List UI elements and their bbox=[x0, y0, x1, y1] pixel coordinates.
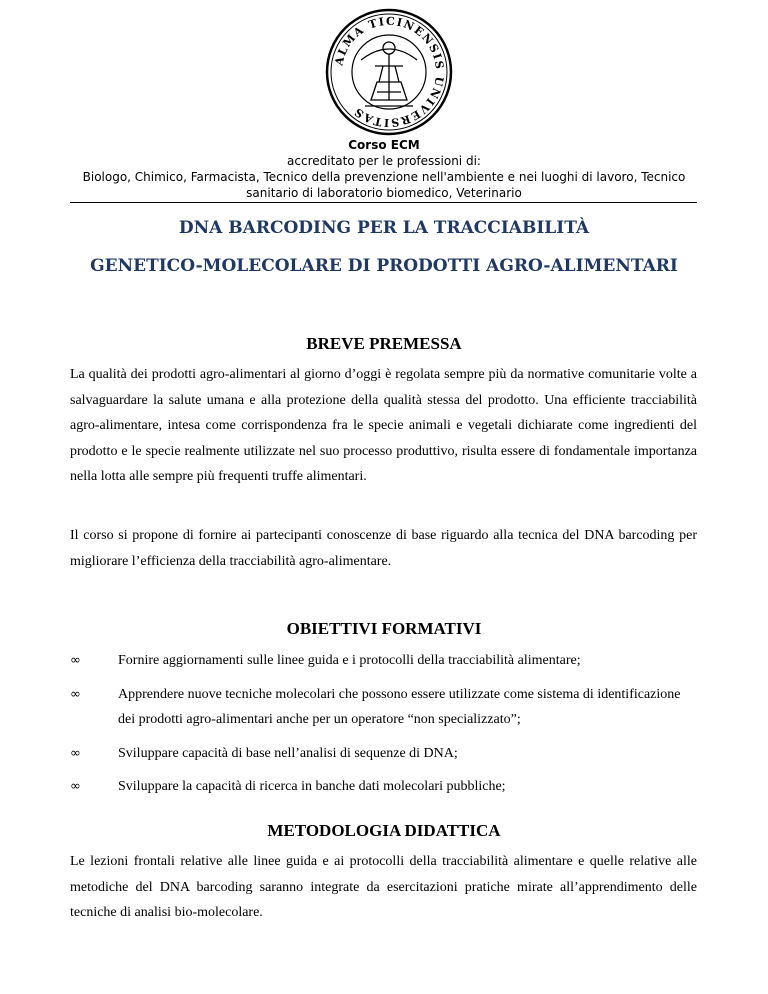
metodologia-paragraph: Le lezioni frontali relative alle linee guida e ai protocolli della tracciabilità alimentare e quelle relative alle metodiche del DNA barcoding saranno integrate da esercitazioni pratiche mirate all’apprendimento delle tecniche di analisi bio-molecolare. bbox=[70, 854, 697, 921]
list-item-text: Sviluppare capacità di base nell’analisi di sequenze di DNA; bbox=[118, 745, 458, 761]
list-item bbox=[70, 648, 697, 674]
premessa-paragraph-1: La qualità dei prodotti agro-alimentari al giorno d’oggi è regolata sempre più da normative comunitarie volte a salvaguardare la salute umana e alla protezione della qualità stessa del prodotto. Una efficiente tracciabilità agro-alimentare, intesa come corrispondenza fra le specie animali e vegetali dichiarate come ingredienti del prodotto e le specie realmente utilizzate nel suo processo produttivo, risulta essere di fondamentale importanza nella lotta alle sempre più frequenti truffe alimentari. bbox=[70, 367, 697, 485]
infinity-bullet-icon: ∞ bbox=[70, 779, 81, 795]
header-divider bbox=[70, 202, 697, 203]
list-item bbox=[70, 741, 697, 767]
list-item-text: Apprendere nuove tecniche molecolari che possono essere utilizzate come sistema di identificazione dei prodotti agro-alimentari anche per un operatore “non specializzato”; bbox=[118, 686, 681, 728]
metodologia-heading: METODOLOGIA DIDATTICA bbox=[267, 821, 501, 840]
infinity-bullet-icon: ∞ bbox=[70, 745, 81, 761]
seal-text: ALMA TICINENSIS UNIVERSITAS bbox=[332, 14, 447, 130]
obiettivi-heading: OBIETTIVI FORMATIVI bbox=[286, 619, 482, 638]
premessa-heading: BREVE PREMESSA bbox=[306, 334, 462, 353]
premessa-paragraph-2: Il corso si propone di fornire ai partecipanti conoscenze di base riguardo alla tecnica del DNA barcoding per migliorare l’efficienza della tracciabilità agro-alimentare. bbox=[70, 528, 697, 569]
header-accreditation: accreditato per le professioni di: bbox=[287, 154, 481, 168]
university-seal-logo bbox=[325, 8, 453, 136]
course-title-line1: DNA BARCODING PER LA TRACCIABILITÀ bbox=[178, 218, 590, 238]
header-professions: Biologo, Chimico, Farmacista, Tecnico della prevenzione nell'ambiente e nei luoghi di lavoro, Tecnico sanitario di laboratorio biomedico, Veterinario bbox=[82, 170, 686, 200]
header-course-label: Corso ECM bbox=[348, 138, 420, 152]
list-item-text: Fornire aggiornamenti sulle linee guida e i protocolli della tracciabilità alimentare; bbox=[118, 653, 581, 668]
obiettivi-list bbox=[70, 648, 697, 808]
list-item bbox=[70, 682, 697, 733]
infinity-bullet-icon: ∞ bbox=[70, 686, 81, 702]
course-title-line2: GENETICO-MOLECOLARE DI PRODOTTI AGRO-ALIMENTARI bbox=[90, 256, 678, 276]
infinity-bullet-icon: ∞ bbox=[70, 653, 81, 668]
list-item bbox=[70, 774, 697, 800]
list-item-text: Sviluppare la capacità di ricerca in banche dati molecolari pubbliche; bbox=[118, 779, 506, 795]
